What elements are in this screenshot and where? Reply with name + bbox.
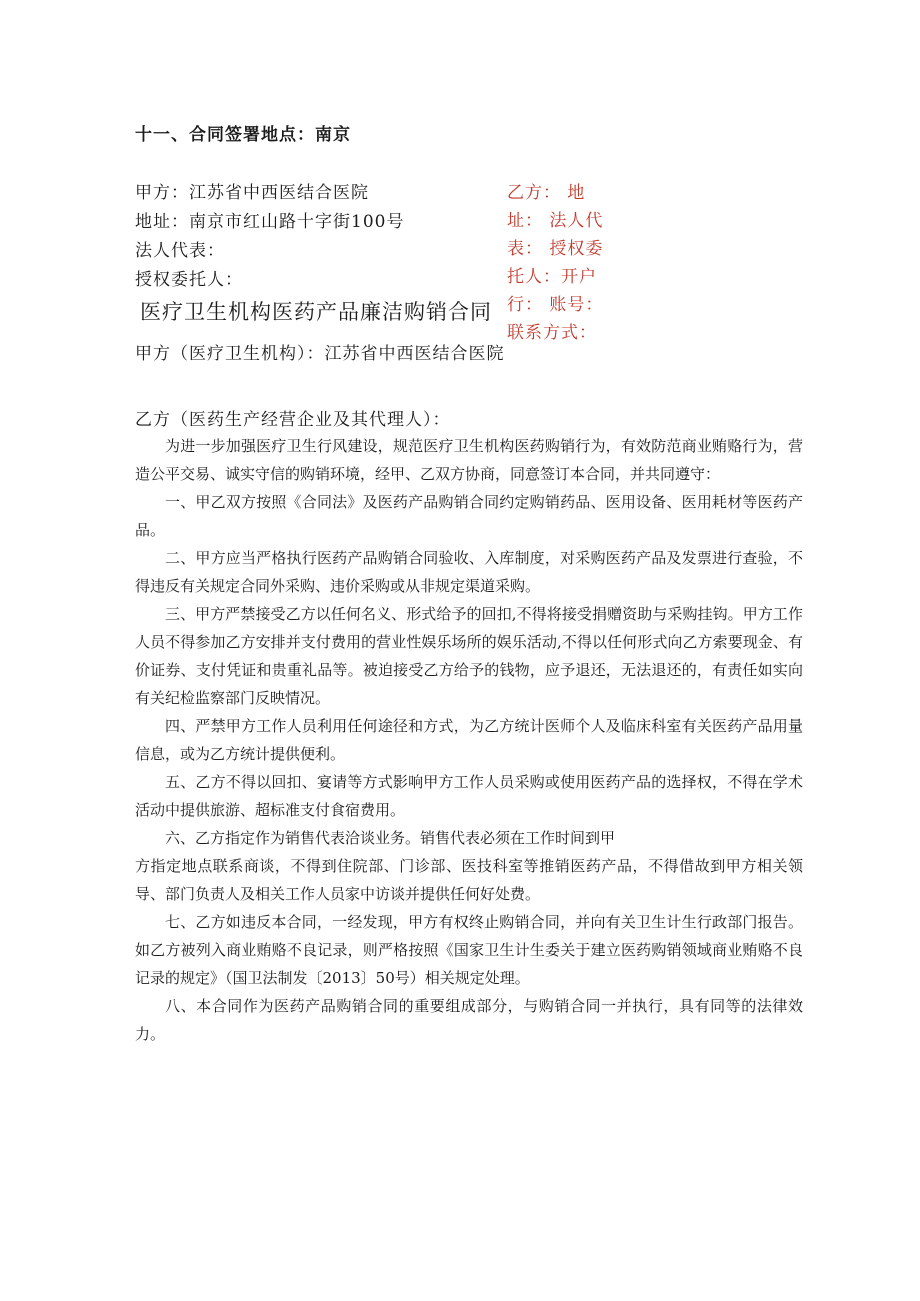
contract-body <box>135 432 803 1048</box>
paragraph-5: 五、乙方不得以回扣、宴请等方式影响甲方工作人员采购或使用医药产品的选择权，不得在学术活动中提供旅游、超标准支付食宿费用。 <box>135 773 803 819</box>
party-a-address: 地址：南京市红山路十字街100号 <box>135 212 405 232</box>
paragraph-6: 六、乙方指定作为销售代表洽谈业务。销售代表必须在工作时间到甲 <box>165 829 616 847</box>
paragraph-3: 三、甲方严禁接受乙方以任何名义、形式给予的回扣,不得将接受捐赠资助与采购挂钩。甲方工作人员不得参加乙方安排并支付费用的营业性娱乐场所的娱乐活动,不得以任何形式向乙方索要现金、有价证券、支付凭证和贵重礼品等。被迫接受乙方给予的钱物，应予退还，无法退还的，有责任如实向有关纪检监察部门反映情况。 <box>135 605 803 707</box>
paragraph-1: 一、甲乙双方按照《合同法》及医药产品购销合同约定购销药品、医用设备、医用耗材等医药产品。 <box>135 493 803 539</box>
party-b-line-4: 托人：开户 <box>507 267 597 287</box>
party-a-full: 甲方（医疗卫生机构）：江苏省中西医结合医院 <box>135 344 505 364</box>
paragraph-2: 二、甲方应当严格执行医药产品购销合同验收、入库制度，对采购医药产品及发票进行查验，不得违反有关规定合同外采购、违价采购或从非规定渠道采购。 <box>135 549 803 595</box>
contract-title: 医疗卫生机构医药产品廉洁购销合同 <box>140 300 492 324</box>
paragraph-7: 七、乙方如违反本合同，一经发现，甲方有权终止购销合同，并向有关卫生计生行政部门报告。如乙方被列入商业贿赂不良记录，则严格按照《国家卫生计生委关于建立医药购销领域商业贿赂不良记录的规定》（国卫法制发〔2013〕50号）相关规定处理。 <box>135 913 803 987</box>
party-b-line-2: 址： 法人代 <box>507 211 604 231</box>
party-a-authorized-agent: 授权委托人： <box>135 270 243 290</box>
paragraph-6-continued: 方指定地点联系商谈，不得到住院部、门诊部、医技科室等推销医药产品，不得借故到甲方相关领导、部门负责人及相关工作人员家中访谈并提供任何好处费。 <box>135 857 803 903</box>
party-b-line-3: 表： 授权委 <box>507 239 604 259</box>
party-a-legal-rep: 法人代表： <box>135 241 225 261</box>
party-a-name: 甲方：江苏省中西医结合医院 <box>135 183 369 203</box>
party-b-line-5: 行： 账号： <box>507 295 604 315</box>
paragraph-intro: 为进一步加强医疗卫生行风建设，规范医疗卫生机构医药购销行为，有效防范商业贿赂行为，营造公平交易、诚实守信的购销环境，经甲、乙双方协商，同意签订本合同，并共同遵守： <box>135 437 803 483</box>
party-b-full: 乙方（医药生产经营企业及其代理人）： <box>135 410 451 430</box>
paragraph-4: 四、严禁甲方工作人员利用任何途径和方式，为乙方统计医师个人及临床科室有关医药产品用量信息，或为乙方统计提供便利。 <box>135 717 803 763</box>
party-b-line-1: 乙方： 地 <box>507 183 586 203</box>
section-eleven-heading: 十一、合同签署地点：南京 <box>135 125 351 145</box>
party-b-line-6: 联系方式： <box>507 323 597 343</box>
paragraph-8: 八、本合同作为医药产品购销合同的重要组成部分，与购销合同一并执行，具有同等的法律效力。 <box>135 997 803 1043</box>
